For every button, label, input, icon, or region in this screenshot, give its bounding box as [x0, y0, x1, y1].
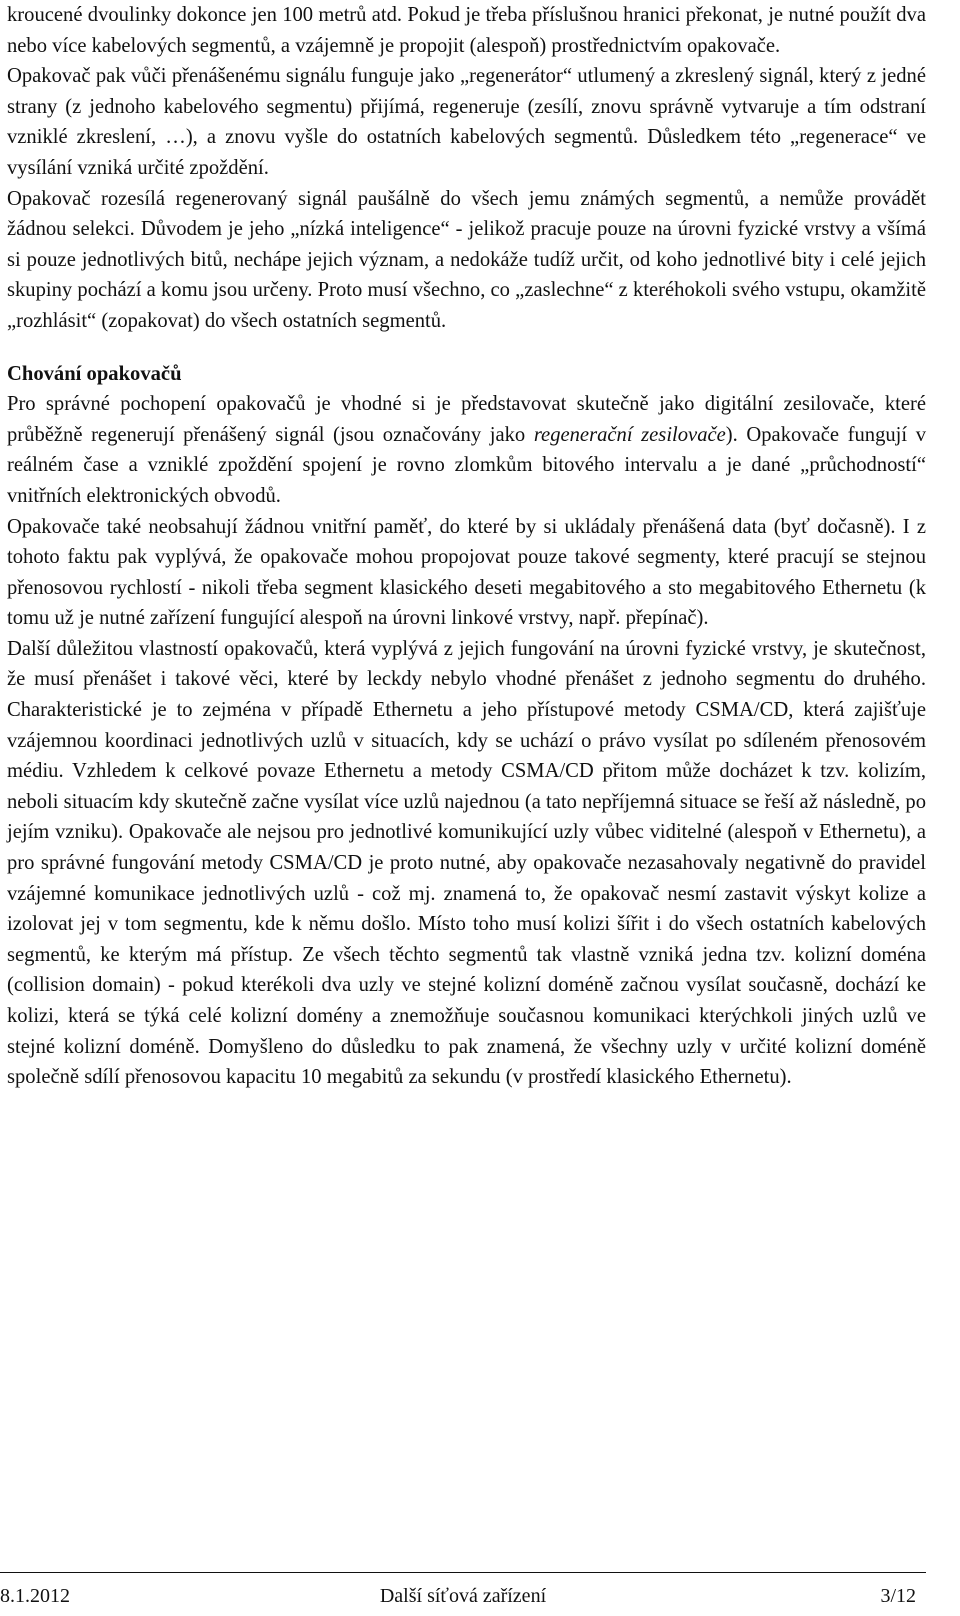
footer-date: 8.1.2012 [0, 1585, 70, 1607]
intro-paragraph: kroucené dvoulinky dokonce jen 100 metrů atd. Pokud je třeba příslušnou hranici překonat, je nutné použít dva nebo více kabelových segmentů, a vzájemně je propojit (alespoň) prostřednictvím opakovače. [7, 4, 926, 57]
behavior-italic-term: regenerační zesilovače [533, 423, 726, 446]
memory-paragraph: Opakovače také neobsahují žádnou vnitřní paměť, do které by si ukládaly přenášená data (byť dočasně). I z tohoto faktu pak vyplývá, že opakovače mohou propojovat pouze takové segmenty, které pracují se stejnou přenosovou rychlostí - nikoli třeba segment klasického deseti megabitového a sto megabitového Ethernetu (k tomu už je nutné zařízení fungující alespoň na úrovni linkové vrstvy, např. přepínač). [7, 515, 926, 630]
document-body [7, 0, 926, 1093]
regenerator-paragraph: Opakovač pak vůči přenášenému signálu funguje jako „regenerátor“ utlumený a zkreslený signál, který z jedné strany (z jednoho kabelového segmentu) přijímá, regeneruje (zesílí, znovu správně vytvaruje a tím odstraní vzniklé zkreslení, …), a znovu vyšle do ostatních kabelových segmentů. Důsledkem této „regenerace“ ve vysílání vzniká určité zpoždění. [7, 65, 926, 179]
behavior-paragraph [7, 389, 926, 511]
page-footer [0, 1572, 926, 1613]
behavior-text-start: Pro správné pochopení opakovačů je vhodné si je představovat skutečně jako digitální zesilovače, které průběžně regenerují přenášený signál (jsou označovány jako [7, 393, 926, 446]
behavior-text-end: ). Opakovače fungují v reálném čase a vzniklé zpoždění spojení je rovno zlomkům bitového intervalu a je dané „průchodností“ vnitřních elektronických obvodů. [7, 423, 926, 507]
broadcast-paragraph: Opakovač rozesílá regenerovaný signál paušálně do všech jemu známých segmentů, a nemůže provádět žádnou selekci. Důvodem je jeho „nízká inteligence“ - jelikož pracuje pouze na úrovni fyzické vrstvy a všímá si pouze jednotlivých bitů, nechápe jejich význam, a nedokáže tudíž určit, od koho jednotlivé bity i celé jejich skupiny pochází a komu jsou určeny. Proto musí všechno, co „zaslechne“ z kteréhokoli svého vstupu, okamžitě „rozhlásit“ (zopakovat) do všech ostatních segmentů. [7, 187, 926, 332]
collision-paragraph: Další důležitou vlastností opakovačů, která vyplývá z jejich fungování na úrovni fyzické vrstvy, je skutečnost, že musí přenášet i takové věci, které by leckdy nebylo vhodné přenášet z jednoho segmentu do druhého. Charakteristické je to zejména v případě Ethernetu a jeho přístupové metody CSMA/CD, která zajišťuje vzájemnou koordinaci jednotlivých uzlů v situacích, kdy se uchází o právo vysílat po sdíleném přenosovém médiu. Vzhledem k celkové povaze Ethernetu a metody CSMA/CD přitom může docházet k tzv. kolizím, neboli situacím kdy skutečně začne vysílat více uzlů najednou (a tato nepříjemná situace se řeší až následně, po jejím vzniku). Opakovače ale nejsou pro jednotlivé komunikující uzly vůbec viditelné (alespoň v Ethernetu), a pro správné fungování metody CSMA/CD je proto nutné, aby opakovače nezasahovaly negativně do pravidel vzájemné komunikace jednotlivých uzlů - což mj. znamená to, že opakovač nesmí zastavit výskyt kolize a izolovat jej v tom segmentu, kde k němu došlo. Místo toho musí kolizi šířit i do všech ostatních kabelových segmentů, ke kterým má přístup. Ze všech těchto segmentů tak vlastně vzniká jedna tzv. kolizní doména (collision domain) - pokud kterékoli dva uzly ve stejné kolizní doméně začnou vysílat současně, dochází ke kolizi, která se týká celé kolizní domény a znemožňuje současnou komunikaci kterýchkoli jiných uzlů ve stejné kolizní doméně. Domyšleno do důsledku to pak znamená, že všechny uzly v určité kolizní doméně společně sdílí přenosovou kapacitu 10 megabitů za sekundu (v prostředí klasického Ethernetu). [7, 637, 926, 1089]
section-gap [7, 337, 926, 359]
footer-title: Další síťová zařízení [379, 1585, 547, 1607]
section-heading: Chování opakovačů [7, 362, 182, 385]
footer-page-number: 3/12 [880, 1585, 916, 1607]
